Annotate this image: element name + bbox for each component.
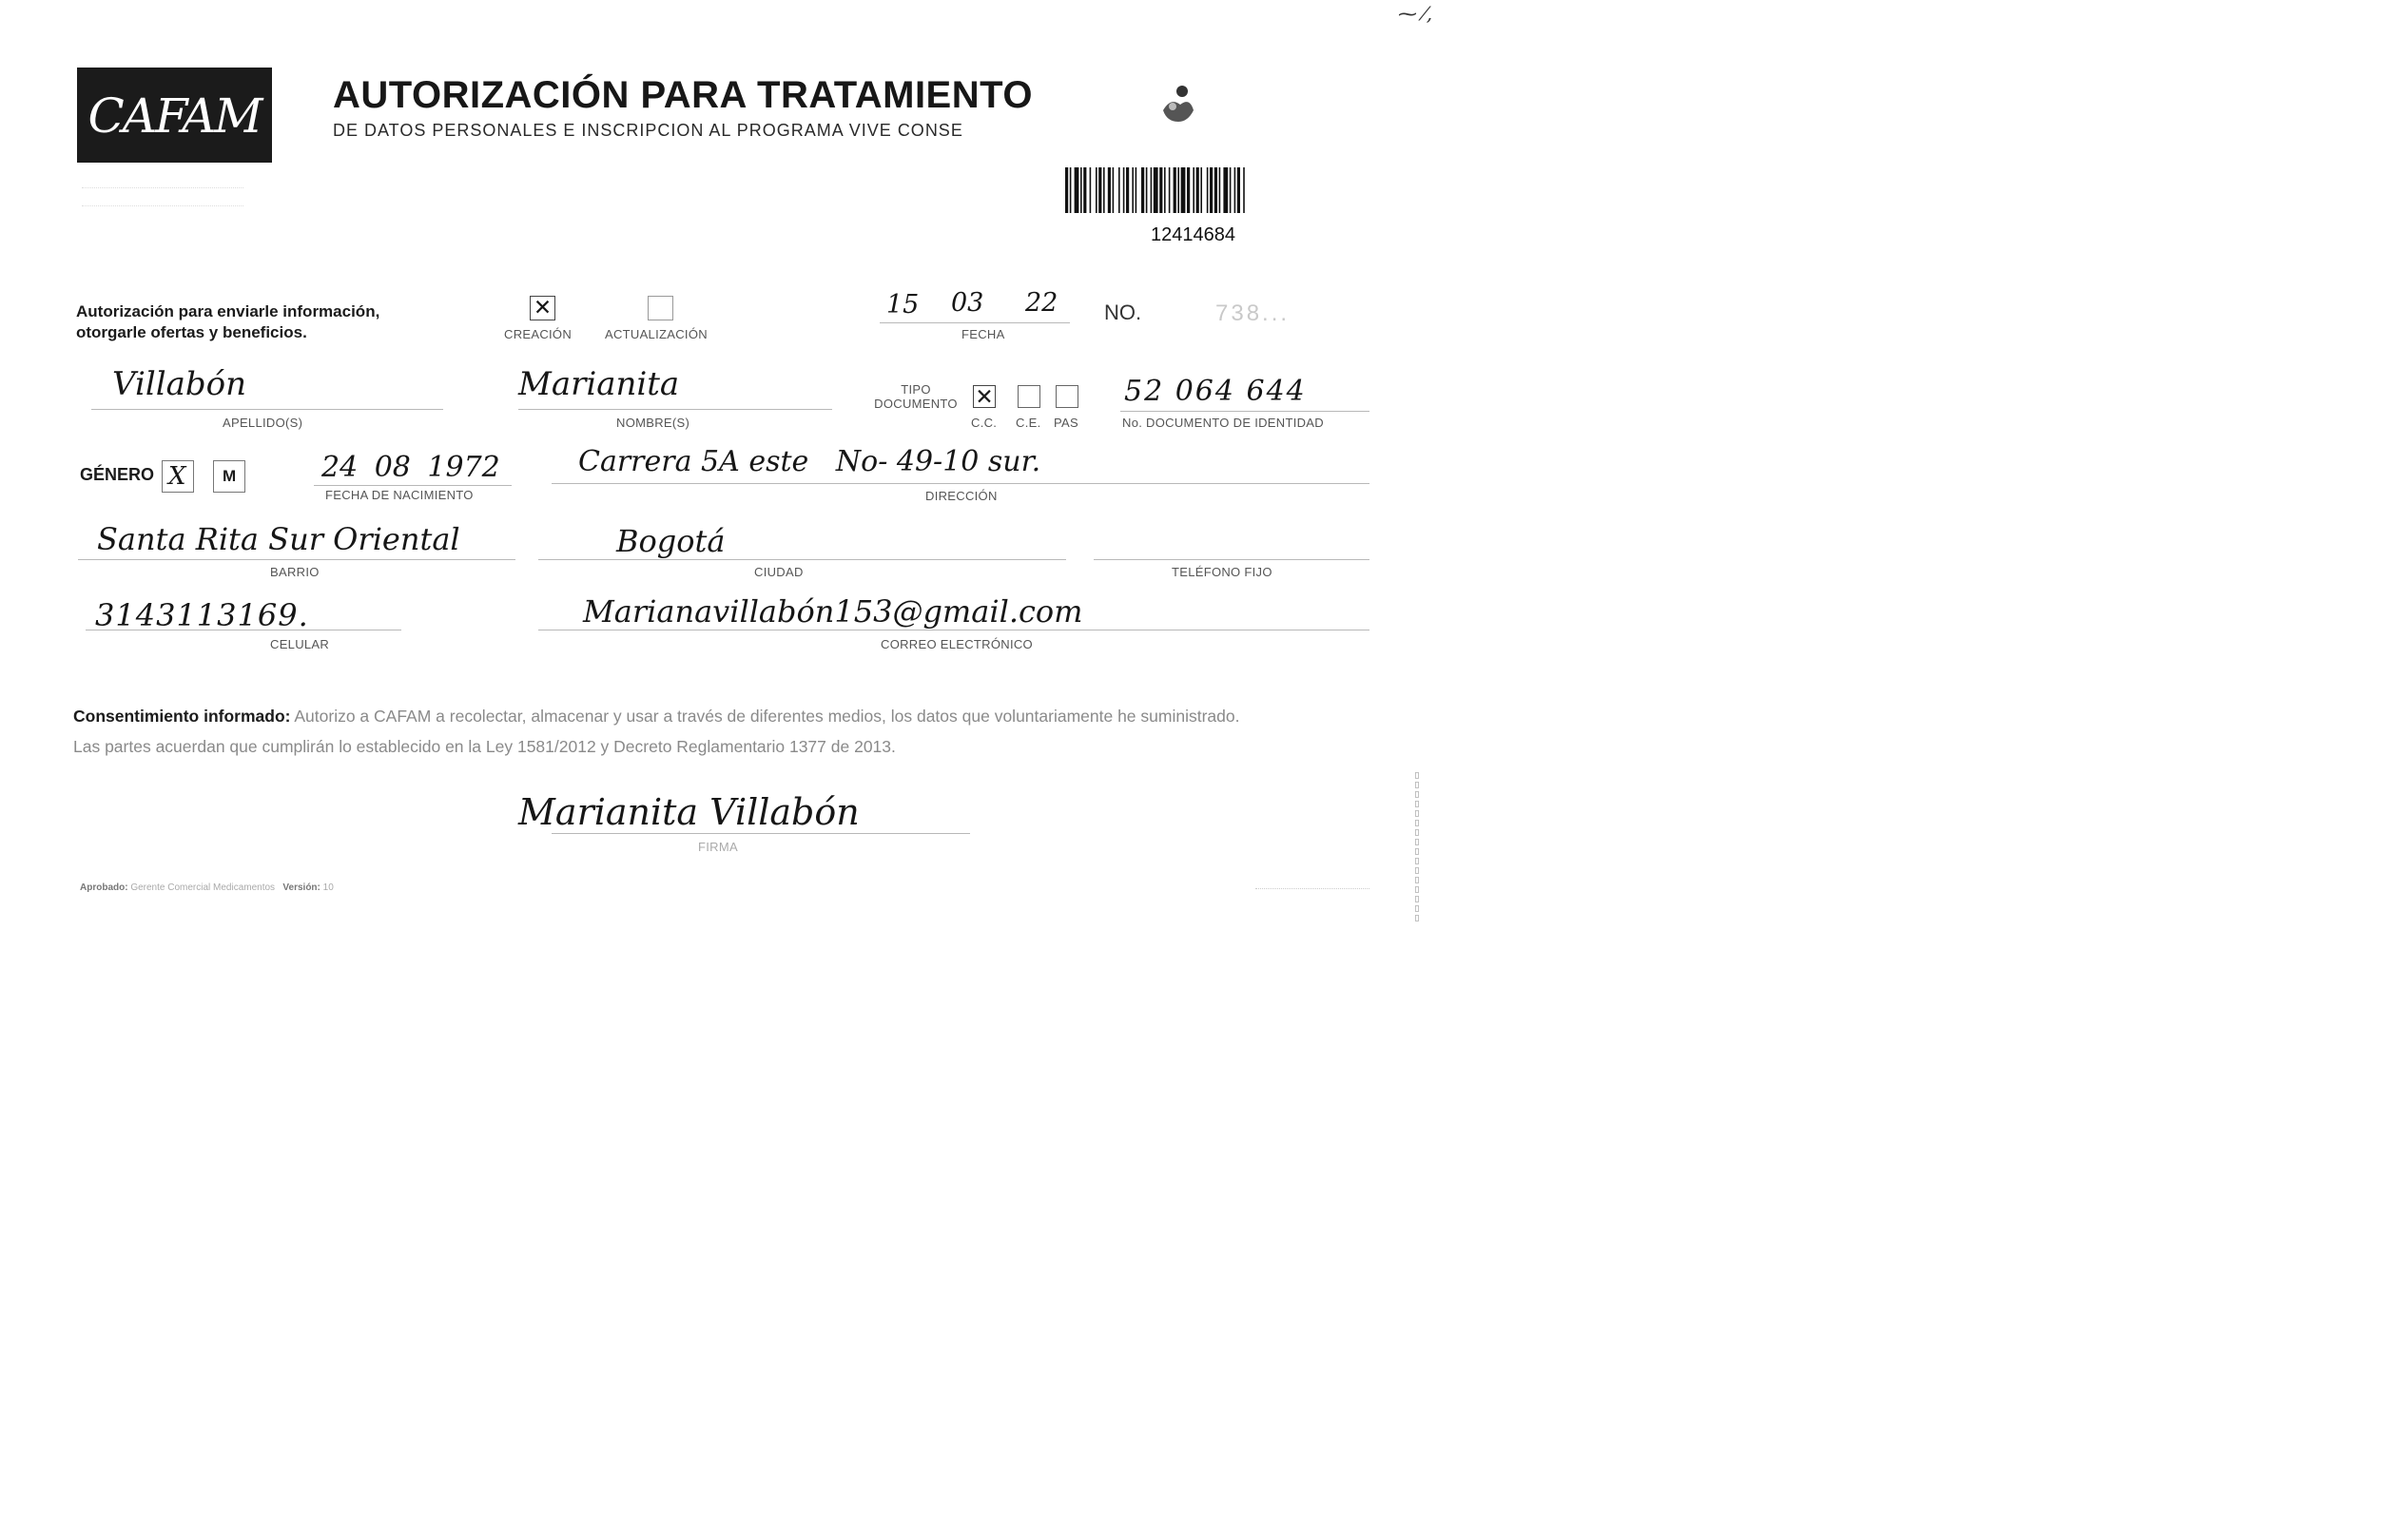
nombres-label: NOMBRE(S) [616,416,690,430]
signature-label: FIRMA [698,840,738,854]
actualizacion-label: ACTUALIZACIÓN [605,327,708,341]
correo-value[interactable]: Marianavillabón153@gmail.com [583,593,1083,630]
footer-faint-code [1255,888,1369,889]
apellidos-value[interactable]: Villabón [112,365,246,403]
version-label: Versión: [282,882,320,893]
aprobado-value: Gerente Comercial Medicamentos [130,882,276,893]
consent-block [73,701,1386,762]
page-subtitle: DE DATOS PERSONALES E INSCRIPCION AL PROGRAMA VIVE CONSE [333,121,963,140]
tipo-cc-check-mark: ✕ [975,385,994,410]
barcode-bar [1065,167,1068,213]
ciudad-label: CIUDAD [754,565,804,579]
barcode-bar [1098,167,1101,213]
footer [80,882,334,893]
barcode-number: 12414684 [1151,224,1235,245]
barcode-bar [1200,167,1202,213]
celular-label: CELULAR [270,637,330,651]
barcode-bar [1123,167,1125,213]
barcode-bar [1196,167,1199,213]
tipo-cc-label: C.C. [971,416,998,430]
barcode-bar [1193,167,1194,213]
barcode-bar [1083,167,1086,213]
barcode-bar [1214,167,1217,213]
barcode-bar [1146,167,1148,213]
barcode-bar [1154,167,1158,213]
barcode-bar [1141,167,1144,213]
barcode [1065,167,1299,213]
barcode-bar [1070,167,1072,213]
direccion-label: DIRECCIÓN [925,489,998,503]
authorization-line-1: Autorización para enviarle información, [76,302,380,320]
vertical-print-mark: ▯▯▯▯▯▯▯▯▯▯▯▯▯▯▯▯ [1411,770,1421,922]
logo-text: CAFAM [87,88,262,144]
page-title: AUTORIZACIÓN PARA TRATAMIENTO [333,74,1033,116]
barcode-bar [1113,167,1115,213]
barcode-bar [1159,167,1162,213]
barcode-bar [1080,167,1082,213]
documento-label: No. DOCUMENTO DE IDENTIDAD [1122,416,1324,430]
barcode-bar [1151,167,1153,213]
barcode-bar [1090,167,1092,213]
genero-m-checkbox[interactable] [213,460,245,493]
apellidos-label: APELLIDO(S) [223,416,303,430]
barcode-bar [1174,167,1176,213]
barcode-bar [1181,167,1186,213]
signature-value[interactable]: Marianita Villabón [518,791,860,833]
barcode-bar [1223,167,1228,213]
actualizacion-checkbox[interactable] [648,296,673,320]
genero-label: GÉNERO [80,465,155,484]
cafam-logo [77,68,272,163]
barcode-bar [1126,167,1129,213]
barcode-bar [1132,167,1134,213]
barcode-bar [1075,167,1079,213]
fecha-label: FECHA [961,327,1005,341]
barcode-bar [1177,167,1179,213]
barcode-bar [1096,167,1097,213]
telefono-label: TELÉFONO FIJO [1172,565,1272,579]
genero-m-label: M [223,467,237,485]
barcode-bar [1210,167,1213,213]
no-label: NO. [1104,301,1142,324]
tipo-cc-checkbox[interactable] [973,385,996,408]
tipo-pas-label: PAS [1054,416,1078,430]
aprobado-label: Aprobado: [80,882,128,893]
barcode-bar [1169,167,1171,213]
corner-mark: ⁓ ⁄, [1398,2,1433,25]
version-value: 10 [322,882,334,893]
program-mark-icon [1154,82,1199,124]
barcode-bar [1237,167,1240,213]
barcode-bar [1207,167,1209,213]
fecha-day[interactable]: 15 [886,290,920,320]
consent-heading: Consentimiento informado: [73,707,291,726]
barrio-label: BARRIO [270,565,320,579]
creacion-checkbox[interactable] [530,296,555,320]
barcode-bar [1108,167,1111,213]
barcode-bar [1219,167,1221,213]
fecha-year[interactable]: 22 [1025,288,1058,318]
consent-text-2: Las partes acuerdan que cumplirán lo establecido en la Ley 1581/2012 y Decreto Reglamentario 1377 de 2013. [73,737,896,756]
direccion-value[interactable]: Carrera 5A este No- 49-10 sur. [578,445,1041,478]
genero-f-checkbox[interactable] [162,460,194,493]
faint-stamp [82,187,243,206]
authorization-line-2: otorgarle ofertas y beneficios. [76,323,307,341]
documento-value[interactable]: 52 064 644 [1124,375,1307,408]
nacimiento-label: FECHA DE NACIMIENTO [325,488,474,502]
tipo-ce-checkbox[interactable] [1018,385,1040,408]
ciudad-value[interactable]: Bogotá [616,523,726,559]
consent-line-1 [73,701,1386,731]
barcode-bar [1234,167,1236,213]
fecha-month[interactable]: 03 [951,288,984,318]
correo-label: CORREO ELECTRÓNICO [881,637,1033,651]
tipo-pas-checkbox[interactable] [1056,385,1078,408]
tipo-documento-label: TIPO DOCUMENTO [874,382,958,411]
barrio-value[interactable]: Santa Rita Sur Oriental [97,521,460,557]
consent-text-1: Autorizo a CAFAM a recolectar, almacenar y usar a través de diferentes medios, los datos que voluntariamente he suministrado. [290,707,1240,726]
genero-f-mark: X [168,462,186,491]
authorization-text [76,301,379,343]
nombres-value[interactable]: Marianita [518,365,680,403]
nacimiento-value[interactable]: 24 08 1972 [321,451,500,484]
creacion-label: CREACIÓN [504,327,573,341]
barcode-bar [1103,167,1105,213]
barcode-bar [1230,167,1232,213]
barcode-bar [1164,167,1166,213]
barcode-bar [1118,167,1120,213]
tipo-ce-label: C.E. [1016,416,1041,430]
celular-value[interactable]: 3143113169. [95,597,309,633]
barcode-bar [1187,167,1190,213]
creacion-check-mark: ✕ [533,296,553,320]
no-value: 738... [1215,301,1291,326]
barcode-bar [1136,167,1137,213]
barcode-bar [1243,167,1245,213]
